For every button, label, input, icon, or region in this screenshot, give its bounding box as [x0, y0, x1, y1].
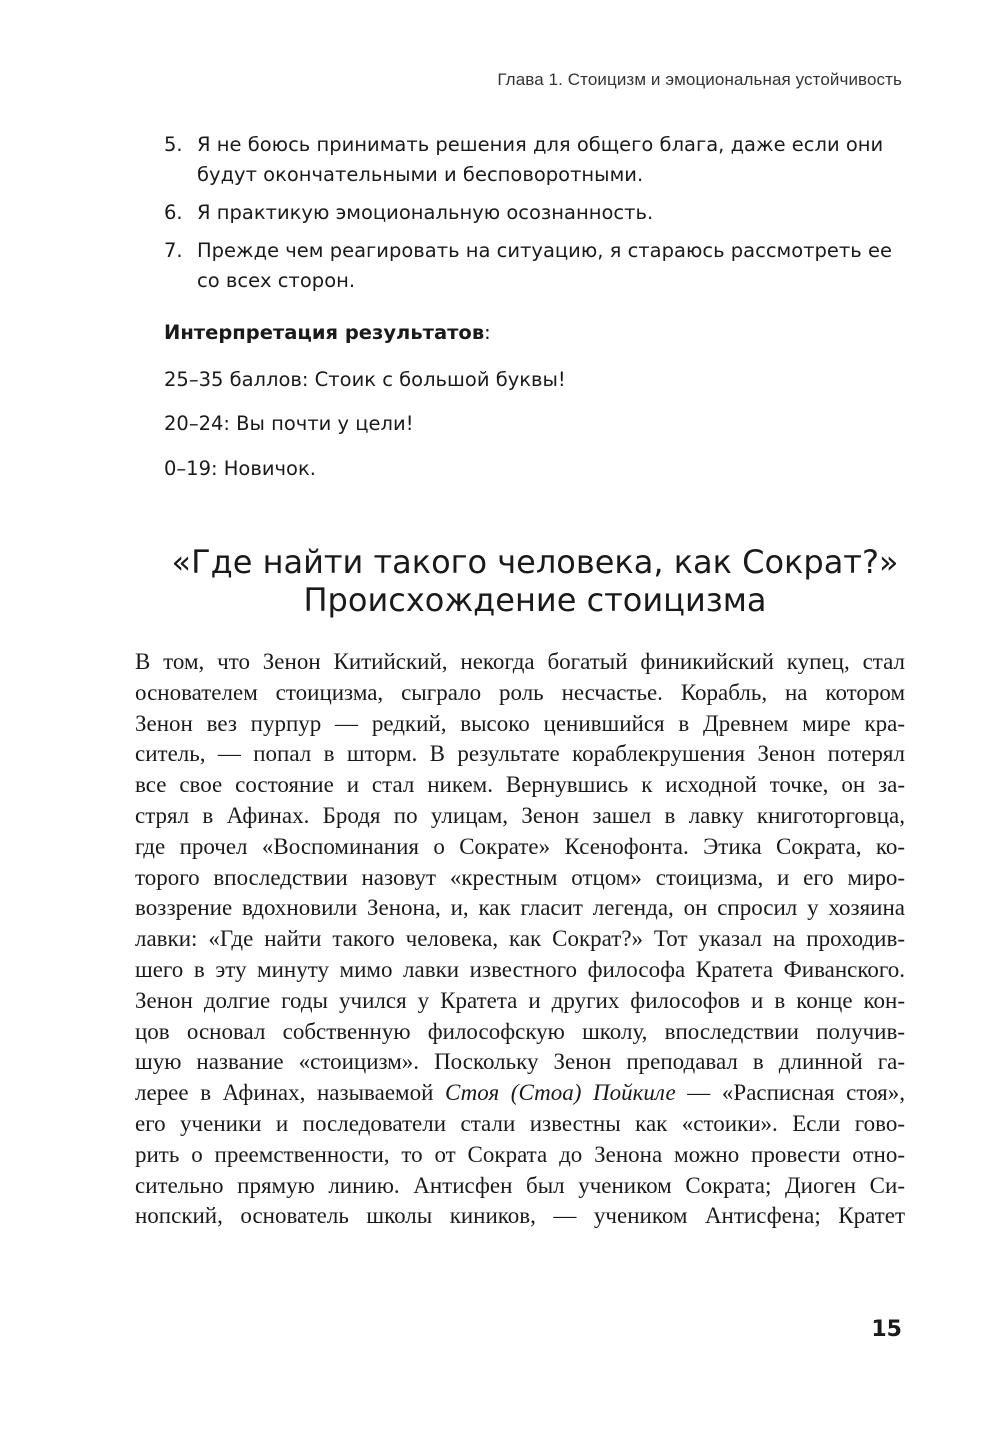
- body-line: [135, 1017, 905, 1048]
- body-line: [135, 1047, 905, 1078]
- body-line: [135, 863, 905, 894]
- body-line: [135, 801, 905, 832]
- list-item-text: Я не боюсь принимать решения для общего блага, даже если они будут окончательными и бесповоротными.: [197, 133, 884, 186]
- body-line: [135, 986, 905, 1017]
- score-range-mid: 20–24: Вы почти у цели!: [164, 412, 414, 435]
- list-item: [164, 130, 904, 190]
- body-line: [135, 1078, 905, 1109]
- body-line-text: Зенон вез пурпур — редкий, высоко ценившийся в Древнем мире кра-: [135, 710, 905, 736]
- list-item: [164, 236, 904, 296]
- body-line-text: Зенон долгие годы учился у Кратета и других философов и в конце кон-: [135, 987, 905, 1013]
- list-item-number: 6.: [164, 201, 183, 224]
- body-line-text: где прочел «Воспоминания о Сократе» Ксенофонта. Этика Сократа, ко-: [135, 833, 905, 859]
- body-line-text: сительно прямую линию. Антисфен был учеником Сократа; Диоген Си-: [135, 1172, 905, 1198]
- list-item-number: 7.: [164, 239, 183, 262]
- body-line-text: ситель, — попал в шторм. В результате кораблекрушения Зенон потерял: [135, 741, 905, 767]
- list-item-text: Прежде чем реагировать на ситуацию, я стараюсь рассмотреть ее со всех сторон.: [197, 239, 892, 292]
- interpretation-colon: :: [484, 321, 491, 344]
- body-line-text: шую название «стоицизм». Поскольку Зенон преподавал в длинной га-: [135, 1049, 905, 1075]
- body-line-text: цов основал собственную философскую школу, впоследствии получив-: [135, 1018, 905, 1044]
- section-title-line-1: «Где найти такого человека, как Сократ?»: [171, 543, 899, 581]
- body-line: [135, 1109, 905, 1140]
- body-line-text: рить о преемственности, то от Сократа до Зенона можно провести отно-: [135, 1141, 905, 1167]
- score-range-low: 0–19: Новичок.: [164, 457, 316, 480]
- interpretation-heading-text: Интерпретация результатов: [164, 321, 485, 344]
- body-line: [135, 1140, 905, 1171]
- body-line-text: лерее в Афинах, называемой: [135, 1080, 446, 1106]
- section-title-line-2: Происхождение стоицизма: [303, 581, 767, 619]
- body-line: [135, 1171, 905, 1202]
- list-item: [164, 198, 904, 228]
- body-line-text: стрял в Афинах. Бродя по улицам, Зенон зашел в лавку книготорговца,: [135, 802, 905, 828]
- body-line-text: — «Расписная стоя»,: [675, 1080, 905, 1106]
- body-line: [135, 955, 905, 986]
- body-line: [135, 1201, 905, 1232]
- interpretation-heading: [164, 318, 904, 348]
- running-header: Глава 1. Стоицизм и эмоциональная устойчивость: [497, 70, 902, 89]
- body-line-text: торого впоследствии назовут «крестным отцом» стоицизма, и его миро-: [135, 864, 905, 890]
- body-line-text: нопский, основатель школы киников, — учеником Антисфена; Кратет: [135, 1203, 905, 1229]
- page-number: 15: [871, 1317, 902, 1342]
- body-line: [135, 678, 905, 709]
- body-line: [135, 647, 905, 678]
- italic-term: Стоя (Стоа) Пойкиле: [445, 1080, 676, 1106]
- list-item-text: Я практикую эмоциональную осознанность.: [197, 201, 654, 224]
- questionnaire-list: [164, 130, 904, 304]
- body-line: [135, 739, 905, 770]
- body-line-text: лавки: «Где найти такого человека, как Сократ?» Тот указал на проходив-: [135, 926, 905, 952]
- score-range-high: 25–35 баллов: Стоик с большой буквы!: [164, 368, 566, 391]
- body-line: [135, 832, 905, 863]
- body-line-text: шего в эту минуту мимо лавки известного философа Кратета Фиванского.: [135, 956, 905, 982]
- section-title: [100, 543, 970, 619]
- body-line-text: воззрение вдохновили Зенона, и, как гласит легенда, он спросил у хозяина: [135, 895, 905, 921]
- body-line-text: его ученики и последователи стали известны как «стоики». Если гово-: [135, 1110, 905, 1136]
- list-item-number: 5.: [164, 133, 183, 156]
- body-line: [135, 709, 905, 740]
- body-line: [135, 893, 905, 924]
- body-line-text: В том, что Зенон Китийский, некогда богатый финикийский купец, стал: [135, 649, 905, 674]
- body-line-text: все свое состояние и стал никем. Вернувшись к исходной точке, он за-: [135, 772, 905, 798]
- body-line: [135, 770, 905, 801]
- body-paragraph: [135, 647, 905, 1232]
- body-line: [135, 924, 905, 955]
- body-line-text: основателем стоицизма, сыграло роль несчастье. Корабль, на котором: [135, 679, 905, 705]
